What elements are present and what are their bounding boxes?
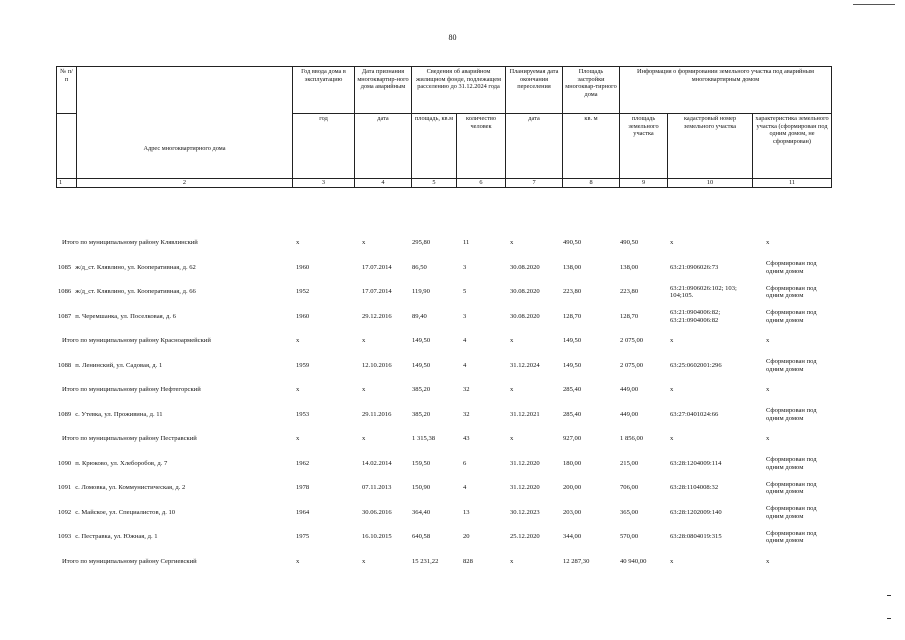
- cell-cadastral: 63:21:0906026:73: [670, 263, 719, 271]
- cell-building-area: 927,00: [563, 435, 582, 443]
- cell-date: x: [362, 557, 366, 565]
- cell-people: 828: [463, 557, 473, 565]
- cell-address: [56, 280, 292, 305]
- cell-building-area: 138,00: [563, 263, 582, 271]
- cell-cadastral: x: [670, 386, 674, 394]
- table-row: [56, 476, 831, 501]
- cell-planned-date: 30.08.2020: [510, 312, 540, 320]
- cell-planned-date: 31.12.2021: [510, 410, 540, 418]
- cell-cadastral: 63:21:0904006:82; 63:21:0904006:82: [670, 309, 721, 324]
- header-land-area: площадь земельного участка: [620, 114, 668, 179]
- cell-building-area: 223,80: [563, 288, 582, 296]
- cell-year: 1952: [296, 288, 310, 296]
- cell-year: x: [296, 386, 300, 394]
- cell-land-char: Сформирован под одним домом: [766, 480, 817, 496]
- cell-cadastral: x: [670, 557, 674, 565]
- cell-land-area: 2 075,00: [620, 337, 644, 345]
- cell-area: 159,50: [412, 459, 431, 467]
- cell-date: 17.07.2014: [362, 288, 392, 296]
- cell-cadastral: x: [670, 337, 674, 345]
- cell-building-area: 180,00: [563, 459, 582, 467]
- cell-cadastral: 63:28:1202009:140: [670, 508, 722, 516]
- cell-row-number: 1088: [58, 361, 72, 369]
- cell-land-area: 2 075,00: [620, 361, 644, 369]
- cell-area: 150,90: [412, 484, 431, 492]
- table-row: [56, 305, 831, 330]
- cell-year: 1960: [296, 312, 310, 320]
- cell-date: 07.11.2013: [362, 484, 392, 492]
- cell-row-number: 1086: [58, 288, 72, 296]
- cell-date: 29.12.2016: [362, 312, 392, 320]
- cell-land-area: 706,00: [620, 484, 639, 492]
- cell-people: 32: [463, 386, 470, 394]
- cell-area: 640,58: [412, 533, 431, 541]
- table-row: [56, 280, 831, 305]
- cell-land-area: 223,80: [620, 288, 639, 296]
- cell-people: 13: [463, 508, 470, 516]
- table-header: [56, 66, 832, 188]
- cell-land-char: x: [766, 557, 770, 565]
- cell-land-char: Сформирован под одним домом: [766, 260, 817, 275]
- header-year: Год ввода дома в эксплуатацию: [293, 67, 355, 114]
- cell-area: 15 231,22: [412, 557, 439, 565]
- header-planned-date: Планируемая дата окончания переселения: [506, 67, 563, 114]
- cell-address-text: ж/д_ст. Клявлино, ул. Кооперативная, д. 66: [75, 288, 196, 296]
- cell-area: 149,50: [412, 361, 431, 369]
- cell-date: x: [362, 239, 366, 247]
- cell-people: 11: [463, 239, 470, 247]
- cell-row-number: 1090: [58, 459, 72, 467]
- cell-address: [56, 256, 292, 281]
- cell-row-number: 1085: [58, 263, 72, 271]
- cell-year: 1960: [296, 263, 310, 271]
- header-unit: год: [293, 114, 355, 179]
- cell-planned-date: x: [510, 239, 514, 247]
- subtotal-row: [56, 329, 831, 354]
- header-land-info: Информация о формировании земельного участка под аварийным многоквартирным домом: [620, 67, 832, 114]
- cell-address-text: Итого по муниципальному району Сергиевский: [62, 557, 197, 565]
- cell-area: 385,20: [412, 386, 431, 394]
- cell-address: [56, 427, 292, 452]
- subtotal-row: [56, 378, 831, 403]
- table-row: [56, 452, 831, 477]
- header-land-char: характеристика земельного участка (сформирован под одним домом, не сформирован): [753, 114, 832, 179]
- cell-land-char: x: [766, 435, 770, 443]
- scan-edge-line: [853, 4, 895, 5]
- header-unit: дата: [506, 114, 563, 179]
- cell-land-area: 128,70: [620, 312, 639, 320]
- cell-area: 149,50: [412, 337, 431, 345]
- cell-planned-date: 31.12.2020: [510, 459, 540, 467]
- cell-year: x: [296, 239, 300, 247]
- cell-date: x: [362, 386, 366, 394]
- cell-address: [56, 501, 292, 526]
- cell-land-area: 365,00: [620, 508, 639, 516]
- cell-people: 20: [463, 533, 470, 541]
- cell-land-area: 138,00: [620, 263, 639, 271]
- cell-address-text: п. Крюково, ул. Хлеборобов, д. 7: [75, 459, 168, 467]
- cell-building-area: 200,00: [563, 484, 582, 492]
- cell-year: 1962: [296, 459, 310, 467]
- cell-land-char: Сформирован под одним домом: [766, 309, 817, 324]
- cell-planned-date: 30.08.2020: [510, 263, 540, 271]
- cell-land-char: Сформирован под одним домом: [766, 358, 817, 373]
- cell-address-text: Итого по муниципальному району Пестравский: [62, 435, 197, 443]
- header-building-area: Площадь застройки многоквар-тирного дома: [563, 67, 620, 114]
- data-table: [56, 231, 831, 574]
- cell-address-text: п. Ленинский, ул. Садовая, д. 1: [75, 361, 163, 369]
- cell-address: [56, 476, 292, 501]
- cell-row-number: 1087: [58, 312, 72, 320]
- header-address: Адрес многоквартирного дома: [77, 67, 293, 179]
- cell-area: 86,50: [412, 263, 427, 271]
- cell-land-area: 449,00: [620, 386, 639, 394]
- column-number: 2: [77, 179, 293, 188]
- cell-address-text: Итого по муниципальному району Красноармейский: [62, 337, 211, 345]
- cell-people: 5: [463, 288, 467, 296]
- cell-planned-date: x: [510, 337, 514, 345]
- cell-area: 1 315,38: [412, 435, 436, 443]
- cell-planned-date: x: [510, 435, 514, 443]
- cell-building-area: 344,00: [563, 533, 582, 541]
- cell-people: 3: [463, 263, 467, 271]
- column-number: 9: [620, 179, 668, 188]
- cell-row-number: 1092: [58, 508, 72, 516]
- cell-address-text: с. Утевка, ул. Проживина, д. 11: [75, 410, 163, 418]
- cell-address-text: с. Майское, ул. Специалистов, д. 10: [75, 508, 176, 516]
- table-row: [56, 501, 831, 526]
- header-unit: площадь, кв.м: [412, 114, 457, 179]
- cell-building-area: 285,40: [563, 410, 582, 418]
- table-row: [56, 525, 831, 550]
- header-date-emergency: Дата признания многоквартир-ного дома аварийным: [355, 67, 412, 114]
- cell-planned-date: 31.12.2020: [510, 484, 540, 492]
- cell-date: 17.07.2014: [362, 263, 392, 271]
- cell-year: 1959: [296, 361, 310, 369]
- cell-address: [56, 403, 292, 428]
- cell-address-text: Итого по муниципальному району Нефтегорский: [62, 386, 201, 394]
- cell-date: 14.02.2014: [362, 459, 392, 467]
- cell-land-area: 490,50: [620, 239, 639, 247]
- cell-cadastral: 63:28:1204009:114: [670, 459, 722, 467]
- table-row: [56, 256, 831, 281]
- cell-cadastral: x: [670, 435, 674, 443]
- cell-area: 119,90: [412, 288, 430, 296]
- cell-address-text: п. Черемшанка, ул. Поселковая, д. 6: [75, 312, 176, 320]
- cell-date: 29.11.2016: [362, 410, 392, 418]
- cell-area: 295,80: [412, 239, 431, 247]
- cell-land-char: x: [766, 337, 770, 345]
- cell-address: [56, 378, 292, 403]
- subtotal-row: [56, 550, 831, 575]
- cell-cadastral: 63:27:0401024:66: [670, 410, 719, 418]
- cell-date: 16.10.2015: [362, 533, 392, 541]
- cell-year: x: [296, 435, 300, 443]
- cell-planned-date: 30.08.2020: [510, 288, 540, 296]
- cell-date: 30.06.2016: [362, 508, 392, 516]
- cell-land-area: 215,00: [620, 459, 639, 467]
- cell-year: 1975: [296, 533, 310, 541]
- column-number: 1: [57, 179, 77, 188]
- cell-land-area: 570,00: [620, 533, 639, 541]
- cell-land-char: x: [766, 239, 770, 247]
- cell-address: [56, 452, 292, 477]
- cell-land-char: Сформирован под одним домом: [766, 529, 817, 545]
- cell-row-number: 1089: [58, 410, 72, 418]
- column-number: 7: [506, 179, 563, 188]
- cell-people: 3: [463, 312, 467, 320]
- cell-people: 6: [463, 459, 467, 467]
- cell-land-char: Сформирован под одним домом: [766, 284, 817, 300]
- column-number: 5: [412, 179, 457, 188]
- cell-planned-date: 30.12.2023: [510, 508, 540, 516]
- cell-area: 385,20: [412, 410, 431, 418]
- column-number: 8: [563, 179, 620, 188]
- cell-area: 364,40: [412, 508, 431, 516]
- cell-address-text: Итого по муниципальному району Клявлинский: [62, 239, 198, 247]
- cell-land-area: 1 856,00: [620, 435, 644, 443]
- column-number: 10: [668, 179, 753, 188]
- cell-cadastral: 63:28:0804019:315: [670, 533, 722, 541]
- cell-people: 4: [463, 361, 467, 369]
- subtotal-row: [56, 231, 831, 256]
- cell-building-area: 285,40: [563, 386, 582, 394]
- column-number: 6: [457, 179, 506, 188]
- cell-building-area: 490,50: [563, 239, 582, 247]
- cell-year: x: [296, 557, 300, 565]
- cell-year: x: [296, 337, 300, 345]
- cell-land-char: Сформирован под одним домом: [766, 505, 817, 520]
- cell-address: [56, 329, 292, 354]
- cell-people: 32: [463, 410, 470, 418]
- header-num: № п/п: [57, 67, 77, 114]
- column-number: 4: [355, 179, 412, 188]
- cell-planned-date: 25.12.2020: [510, 533, 540, 541]
- cell-date: 12.10.2016: [362, 361, 392, 369]
- cell-address-text: с. Пестравка, ул. Южная, д. 1: [75, 533, 158, 541]
- cell-people: 43: [463, 435, 470, 443]
- header-unit: количество человек: [457, 114, 506, 179]
- cell-land-char: Сформирован под одним домом: [766, 456, 817, 471]
- header-unit: кв. м: [563, 114, 620, 179]
- cell-year: 1953: [296, 410, 310, 418]
- cell-building-area: 203,00: [563, 508, 582, 516]
- cell-date: x: [362, 435, 366, 443]
- cell-land-char: x: [766, 386, 770, 394]
- column-number: 3: [293, 179, 355, 188]
- cell-cadastral: 63:21:0906026:102; 103; 104;105.: [670, 284, 737, 300]
- cell-address-text: с. Ломовка, ул. Коммунистическая, д. 2: [75, 484, 186, 492]
- table-row: [56, 403, 831, 428]
- page-number: 80: [448, 33, 457, 42]
- subtotal-row: [56, 427, 831, 452]
- scan-edge-mark: [887, 618, 891, 619]
- cell-building-area: 149,50: [563, 337, 582, 345]
- cell-address: [56, 550, 292, 575]
- cell-date: x: [362, 337, 366, 345]
- header-unit-blank: [57, 114, 77, 179]
- cell-cadastral: x: [670, 239, 674, 247]
- cell-building-area: 128,70: [563, 312, 582, 320]
- cell-land-area: 449,00: [620, 410, 639, 418]
- column-number: 11: [753, 179, 832, 188]
- header-cadastral: кадастровый номер земельного участка: [668, 114, 753, 179]
- cell-address: [56, 354, 292, 379]
- cell-row-number: 1091: [58, 484, 72, 492]
- cell-address-text: ж/д_ст. Клявлино, ул. Кооперативная, д. 62: [75, 263, 196, 271]
- cell-area: 89,40: [412, 312, 427, 320]
- cell-address: [56, 525, 292, 550]
- cell-row-number: 1093: [58, 533, 72, 541]
- cell-planned-date: x: [510, 386, 514, 394]
- cell-year: 1964: [296, 508, 310, 516]
- cell-planned-date: x: [510, 557, 514, 565]
- cell-land-area: 40 940,00: [620, 557, 647, 565]
- cell-people: 4: [463, 337, 467, 345]
- cell-building-area: 149,50: [563, 361, 582, 369]
- cell-cadastral: 63:25:0602001:296: [670, 361, 722, 369]
- table-row: [56, 354, 831, 379]
- cell-address: [56, 305, 292, 330]
- cell-year: 1978: [296, 484, 310, 492]
- header-unit: дата: [355, 114, 412, 179]
- header-emergency-fund: Сведения об аварийном жилищном фонде, подлежащем расселению до 31.12.2024 года: [412, 67, 506, 114]
- cell-building-area: 12 287,30: [563, 557, 590, 565]
- scan-edge-mark: [887, 595, 891, 596]
- cell-people: 4: [463, 484, 467, 492]
- cell-land-char: Сформирован под одним домом: [766, 407, 817, 422]
- cell-cadastral: 63:28:1104008:32: [670, 484, 719, 492]
- cell-planned-date: 31.12.2024: [510, 361, 540, 369]
- cell-address: [56, 231, 292, 256]
